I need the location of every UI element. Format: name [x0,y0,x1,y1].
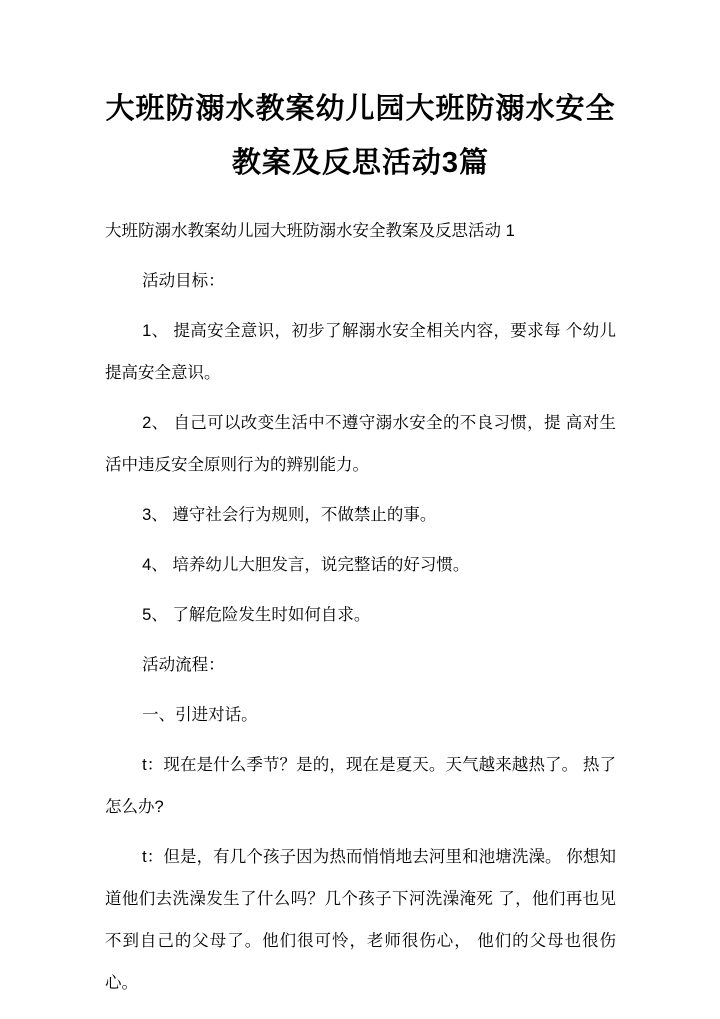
paragraph-goal-4: 4、 培养幼儿大胆发言，说完整话的好习惯。 [142,556,470,574]
paragraph-goal-1: 1、 提高安全意识，初步了解溺水安全相关内容，要求每 个幼儿提高安全意识。 [105,322,616,382]
document-title: 大班防溺水教案幼儿园大班防溺水安全教案及反思活动3篇 [105,93,616,179]
paragraph-section-1: 一、引进对话。 [142,706,258,724]
paragraph-goal-2: 2、 自己可以改变生活中不遵守溺水安全的不良习惯，提 高对生活中违反安全原则行为的辨别能力。 [105,414,616,474]
paragraph-dialogue-1: t：现在是什么季节？是的，现在是夏天。天气越来越热了。 热了怎么办? [105,756,616,816]
paragraph-subtitle: 大班防溺水教案幼儿园大班防溺水安全教案及反思活动 1 [105,222,515,240]
paragraph-dialogue-2: t：但是，有几个孩子因为热而悄悄地去河里和池塘洗澡。 你想知道他们去洗澡发生了什么吗？几个孩子下河洗澡淹死 了，他们再也见不到自己的父母了。他们很可怜，老师很伤心， 他们的父母也很伤心。 [105,848,616,992]
paragraph-process-heading: 活动流程： [142,656,225,674]
paragraph-goal-5: 5、 了解危险发生时如何自求。 [142,606,371,624]
paragraph-goals-heading: 活动目标： [142,272,225,290]
paragraph-goal-3: 3、 遵守社会行为规则，不做禁止的事。 [142,506,437,524]
